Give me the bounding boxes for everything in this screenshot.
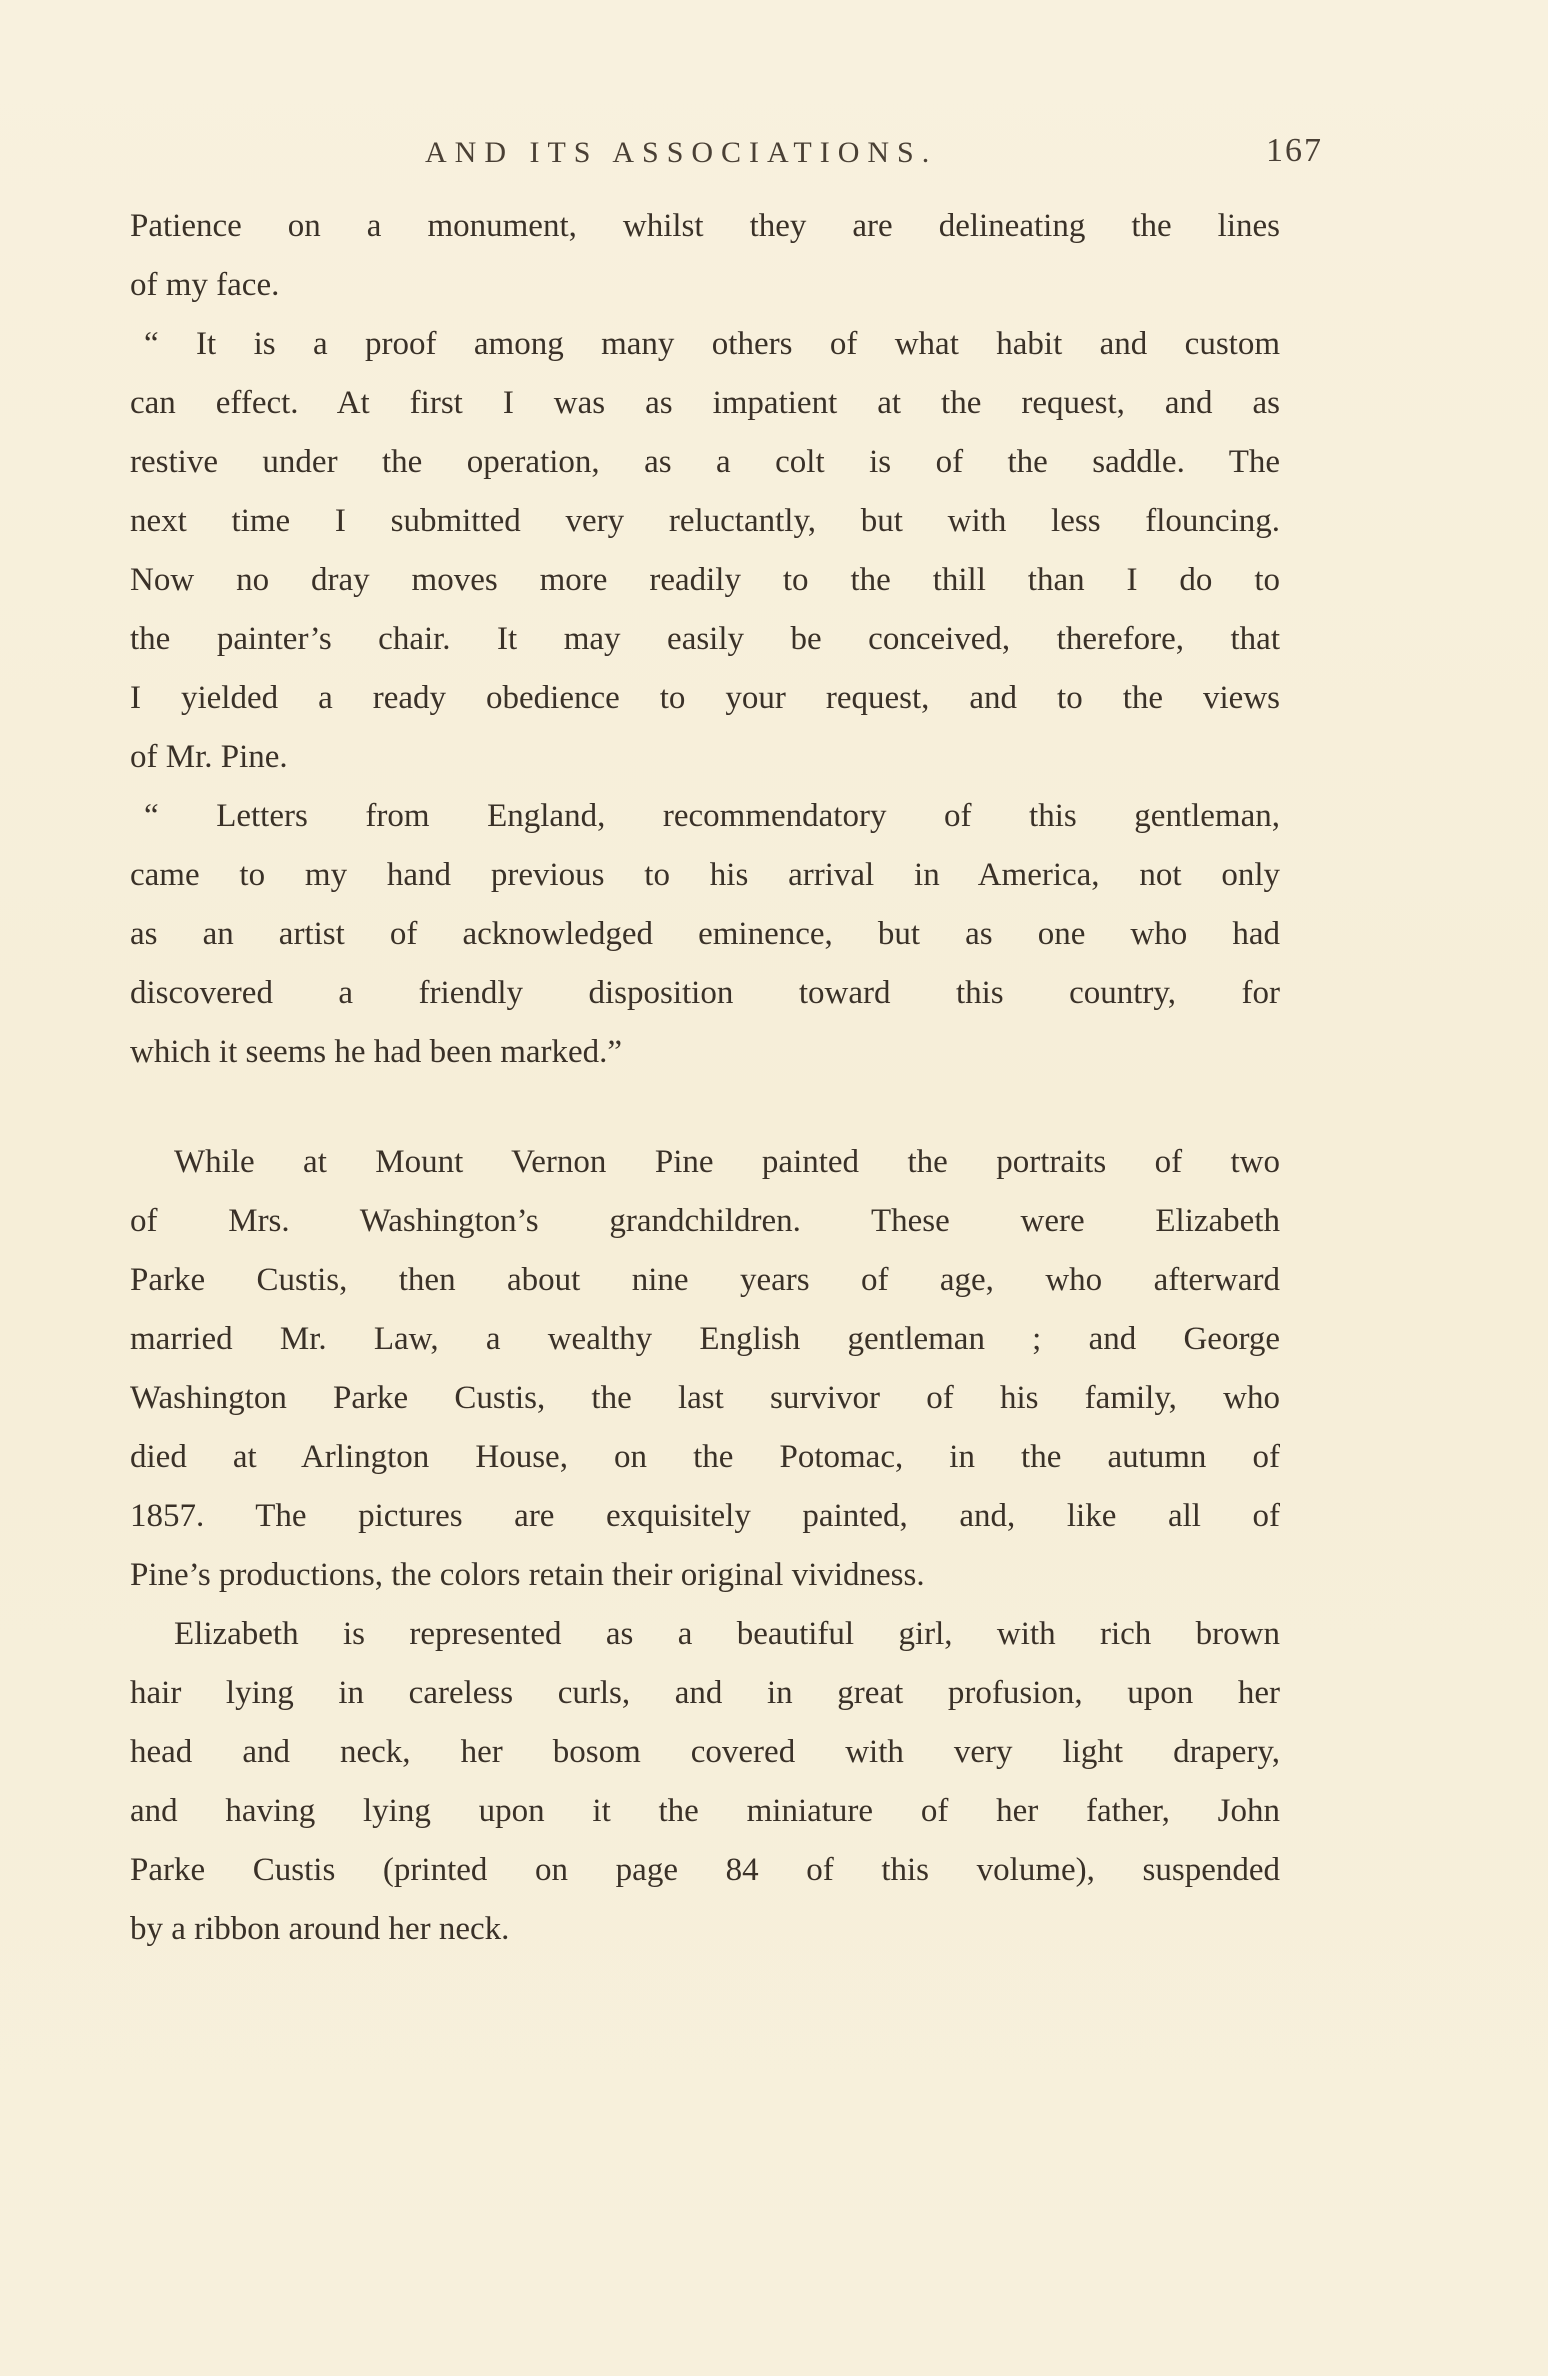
- text-line: came to my hand previous to his arrival in America, not only: [130, 857, 1280, 893]
- paragraph-5: [130, 1605, 1280, 1959]
- running-head: [0, 132, 1548, 186]
- text-line: married Mr. Law, a wealthy English gentleman ; and George: [130, 1321, 1280, 1357]
- text-line: and having lying upon it the miniature of her father, John: [130, 1793, 1280, 1829]
- section-gap: [130, 1082, 1280, 1133]
- text-line: restive under the operation, as a colt is of the saddle. The: [130, 444, 1280, 480]
- paragraph-4: [130, 1133, 1280, 1605]
- paragraph-2: [130, 315, 1280, 787]
- text-line: Elizabeth is represented as a beautiful girl, with rich brown: [174, 1616, 1280, 1652]
- text-line: While at Mount Vernon Pine painted the portraits of two: [174, 1144, 1280, 1180]
- text-line: “ It is a proof among many others of what habit and custom: [144, 326, 1280, 362]
- text-line: can effect. At first I was as impatient at the request, and as: [130, 385, 1280, 421]
- text-line: Pine’s productions, the colors retain their original vividness.: [130, 1557, 925, 1593]
- text-line: head and neck, her bosom covered with very light drapery,: [130, 1734, 1280, 1770]
- text-line: of Mrs. Washington’s grandchildren. These were Elizabeth: [130, 1203, 1280, 1239]
- running-title: AND ITS ASSOCIATIONS.: [425, 136, 938, 169]
- text-line: of Mr. Pine.: [130, 739, 288, 775]
- text-line: 1857. The pictures are exquisitely painted, and, like all of: [130, 1498, 1280, 1534]
- text-line: died at Arlington House, on the Potomac, in the autumn of: [130, 1439, 1280, 1475]
- text-line: of my face.: [130, 267, 280, 303]
- text-line: which it seems he had been marked.”: [130, 1034, 623, 1070]
- text-line: next time I submitted very reluctantly, but with less flouncing.: [130, 503, 1280, 539]
- paragraph-3: [130, 787, 1280, 1082]
- text-line: discovered a friendly disposition toward this country, for: [130, 975, 1280, 1011]
- text-line: Parke Custis (printed on page 84 of this volume), suspended: [130, 1852, 1280, 1888]
- text-line: Patience on a monument, whilst they are delineating the lines: [130, 208, 1280, 244]
- text-line: the painter’s chair. It may easily be conceived, therefore, that: [130, 621, 1280, 657]
- text-line: by a ribbon around her neck.: [130, 1911, 510, 1947]
- text-line: as an artist of acknowledged eminence, but as one who had: [130, 916, 1280, 952]
- text-line: Now no dray moves more readily to the thill than I do to: [130, 562, 1280, 598]
- body-text: [130, 197, 1280, 1959]
- text-line: Washington Parke Custis, the last survivor of his family, who: [130, 1380, 1280, 1416]
- text-line: hair lying in careless curls, and in great profusion, upon her: [130, 1675, 1280, 1711]
- text-line: I yielded a ready obedience to your request, and to the views: [130, 680, 1280, 716]
- paragraph-1: [130, 197, 1280, 315]
- text-line: Parke Custis, then about nine years of age, who afterward: [130, 1262, 1280, 1298]
- text-line: “ Letters from England, recommendatory of this gentleman,: [144, 798, 1280, 834]
- page-number: 167: [1266, 132, 1323, 169]
